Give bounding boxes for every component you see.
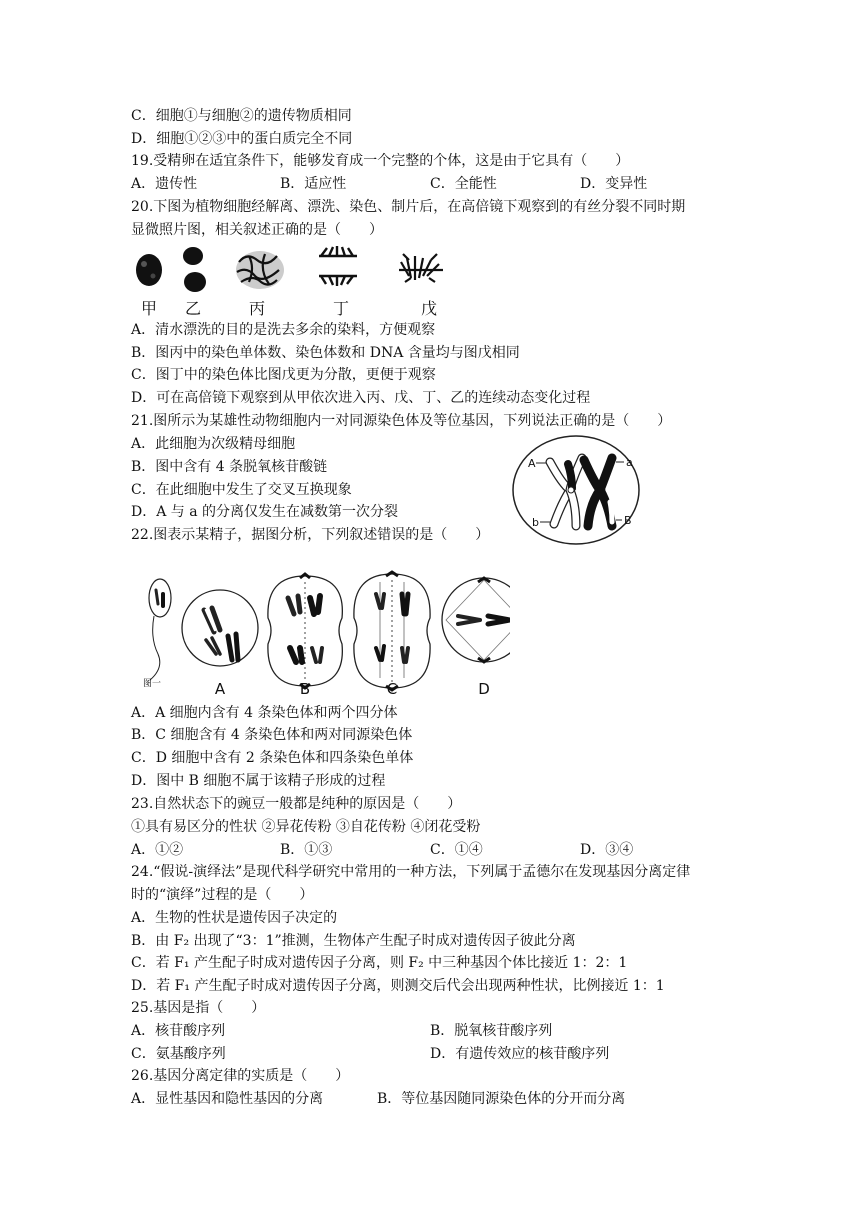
q21-gene-A-label: A bbox=[528, 457, 536, 470]
cell-wu-image bbox=[399, 254, 443, 282]
cell-D-image bbox=[442, 578, 510, 662]
q25-stem: 25.基因是指（ ） bbox=[131, 1000, 266, 1016]
q20-option-c: C．图丁中的染色体比图戊更为分散，更便于观察 bbox=[131, 367, 436, 383]
q22-option-b: B．C 细胞含有 4 条染色体和两对同源染色体 bbox=[131, 727, 413, 743]
q26-option-a: A．显性基因和隐性基因的分离 bbox=[131, 1091, 324, 1107]
q19-stem: 19.受精卵在适宜条件下，能够发育成一个完整的个体，这是由于它具有（ ） bbox=[131, 153, 630, 169]
cell-yi-image bbox=[183, 247, 206, 292]
q21-option-b: B．图中含有 4 条脱氧核苷酸链 bbox=[131, 459, 328, 475]
fig-label-wu: 戊 bbox=[420, 299, 438, 318]
q22-stem: 22.图表示某精子，据图分析，下列叙述错误的是（ ） bbox=[131, 527, 490, 543]
q24-option-c: C．若 F₁ 产生配子时成对遗传因子分离，则 F₂ 中三种基因个体比接近 1：2：1 bbox=[131, 955, 628, 971]
q21-homologous-chromosomes-figure bbox=[510, 432, 644, 548]
fig-label-C: C bbox=[386, 680, 398, 698]
q23-option-b: B．①③ bbox=[280, 842, 333, 858]
cell-bing-image bbox=[236, 251, 284, 289]
q26-option-b: B．等位基因随同源染色体的分开而分离 bbox=[377, 1091, 626, 1107]
q21-option-d: D．A 与 a 的分离仅发生在减数第一次分裂 bbox=[131, 504, 399, 520]
q23-items: ①具有易区分的性状 ②异花传粉 ③自花传粉 ④闭花受粉 bbox=[131, 819, 481, 835]
q25-option-c: C．氨基酸序列 bbox=[131, 1046, 226, 1062]
q26-stem: 26.基因分离定律的实质是（ ） bbox=[131, 1068, 350, 1084]
q18-option-c: C．细胞①与细胞②的遗传物质相同 bbox=[131, 108, 352, 124]
q24-option-b: B．由 F₂ 出现了“3：1”推测，生物体产生配子时成对遗传因子彼此分离 bbox=[131, 933, 576, 949]
q19-option-c: C．全能性 bbox=[430, 176, 497, 192]
q19-option-a: A．遗传性 bbox=[131, 176, 198, 192]
cell-C-image bbox=[354, 572, 430, 690]
q22-meiosis-figure bbox=[140, 568, 510, 700]
q23-option-c: C．①④ bbox=[430, 842, 483, 858]
sperm-image bbox=[149, 579, 171, 680]
q19-option-b: B．适应性 bbox=[280, 176, 347, 192]
q20-stem-line1: 20.下图为植物细胞经解离、漂洗、染色、制片后，在高倍镜下观察到的有丝分裂不同时期 bbox=[131, 199, 686, 215]
fig-label-tu-yi: 图一 bbox=[142, 679, 162, 689]
fig-label-B: B bbox=[299, 680, 311, 698]
q25-option-d: D．有遗传效应的核苷酸序列 bbox=[430, 1046, 610, 1062]
fig-label-A: A bbox=[214, 680, 226, 698]
q21-option-a: A．此细胞为次级精母细胞 bbox=[131, 436, 296, 452]
q23-option-d: D．③④ bbox=[580, 842, 634, 858]
fig-label-yi: 乙 bbox=[184, 299, 202, 318]
q20-option-b: B．图丙中的染色单体数、染色体数和 DNA 含量均与图戊相同 bbox=[131, 345, 520, 361]
cell-A-image bbox=[182, 590, 258, 666]
q18-option-d: D．细胞①②③中的蛋白质完全不同 bbox=[131, 131, 353, 147]
q23-option-a: A．①② bbox=[131, 842, 184, 858]
q24-option-a: A．生物的性状是遗传因子决定的 bbox=[131, 910, 338, 926]
q20-mitosis-figure bbox=[131, 242, 471, 320]
q22-option-d: D．图中 B 细胞不属于该精子形成的过程 bbox=[131, 773, 386, 789]
fig-label-bing: 丙 bbox=[248, 299, 266, 318]
q20-option-d: D．可在高倍镜下观察到从甲依次进入丙、戊、丁、乙的连续动态变化过程 bbox=[131, 390, 591, 406]
q24-option-d: D．若 F₁ 产生配子时成对遗传因子分离，则测交后代会出现两种性状，比例接近 1：1 bbox=[131, 978, 665, 994]
fig-label-jia: 甲 bbox=[140, 299, 158, 318]
cell-B-image bbox=[268, 574, 342, 688]
cell-ding-image bbox=[319, 246, 357, 286]
q21-gene-B-label: B bbox=[624, 514, 632, 527]
fig-label-D: D bbox=[478, 680, 490, 698]
q21-stem: 21.图所示为某雄性动物细胞内一对同源染色体及等位基因，下列说法正确的是（ ） bbox=[131, 413, 672, 429]
q24-stem-line1: 24.“假说-演绎法”是现代科学研究中常用的一种方法，下列属于孟德尔在发现基因分离定律 bbox=[131, 864, 691, 880]
q21-gene-b-label: b bbox=[532, 516, 539, 529]
q22-option-c: C．D 细胞中含有 2 条染色体和四条染色单体 bbox=[131, 750, 414, 766]
q24-stem-line2: 时的“演绎”过程的是（ ） bbox=[131, 887, 314, 903]
q20-option-a: A．清水漂洗的目的是洗去多余的染料，方便观察 bbox=[131, 322, 436, 338]
q25-option-a: A．核苷酸序列 bbox=[131, 1023, 226, 1039]
q20-stem-line2: 显微照片图，相关叙述正确的是（ ） bbox=[131, 222, 383, 238]
q23-stem: 23.自然状态下的豌豆一般都是纯种的原因是（ ） bbox=[131, 796, 462, 812]
q19-option-d: D．变异性 bbox=[580, 176, 648, 192]
q21-gene-a-label: a bbox=[626, 456, 633, 469]
fig-label-ding: 丁 bbox=[332, 299, 350, 318]
q22-option-a: A．A 细胞内含有 4 条染色体和两个四分体 bbox=[131, 705, 398, 721]
q25-option-b: B．脱氧核苷酸序列 bbox=[430, 1023, 553, 1039]
cell-jia-image bbox=[136, 254, 162, 286]
q21-option-c: C．在此细胞中发生了交叉互换现象 bbox=[131, 482, 352, 498]
